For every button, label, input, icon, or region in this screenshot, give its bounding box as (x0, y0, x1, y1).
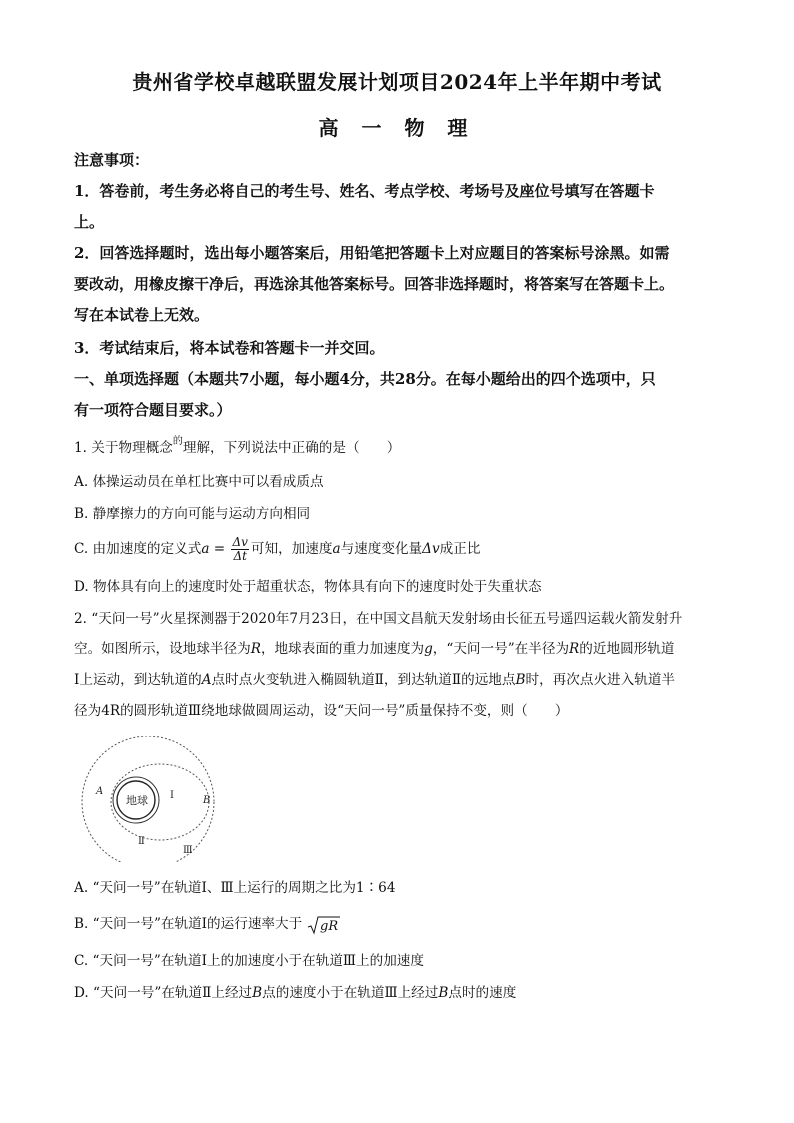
q2-d-text-b: 点的速度小于在轨道Ⅲ上经过 (262, 985, 439, 1001)
label-iii: Ⅲ (183, 845, 193, 856)
label-ii: Ⅱ (138, 836, 145, 847)
q1-c-text-a: C. 由加速度的定义式 (74, 541, 202, 557)
note-1-line-1: 1．答卷前，考生务必将自己的考生号、姓名、考点学校、考场号及座位号填写在答题卡 (74, 182, 655, 200)
q2-line-4 (74, 701, 724, 721)
q2-d-var-b1: B (252, 985, 263, 1001)
q2-line-1: 2. “天问一号”火星探测器于2020年7月23日，在中国文昌航天发射场由长征五号遥四运载火箭发射升 (74, 611, 683, 627)
q1-stem-part-a: 1. 关于物理概念 (74, 440, 173, 456)
q2-l3-b: 点时点火变轨进入椭圆轨道Ⅱ，到达轨道Ⅱ的远地点 (211, 672, 516, 688)
q2-l2-c: ，“天问一号”在半径为 (432, 641, 570, 657)
note-3: 3．考试结束后，将本试卷和答题卡一并交回。 (74, 339, 385, 357)
q2-l4-4r: 4R (101, 703, 121, 719)
q2-l3-a: Ⅰ上运动，到达轨道的 (74, 672, 202, 688)
note-2-line-1: 2．回答选择题时，选出每小题答案后，用铅笔把答题卡上对应题目的答案标号涂黑。如需 (74, 244, 670, 262)
q2-l2-d: 的近地圆形轨道 (579, 641, 675, 657)
q2-var-r2: R (569, 641, 580, 657)
sqrt-gr (307, 915, 341, 935)
q2-l3-c: 时，再次点火进入轨道半 (525, 672, 676, 688)
q1-stem-part-b: 理解，下列说法中正确的是（ ） (182, 440, 401, 456)
q1-stem-ruby: 的 (172, 436, 183, 447)
subject-title: 高 一 物 理 (318, 116, 476, 140)
q2-option-c: C. “天问一号”在轨道Ⅰ上的加速度小于在轨道Ⅲ上的加速度 (74, 953, 424, 969)
q2-l2-a: 空。如图所示，设地球半径为 (74, 641, 251, 657)
q2-line-2 (74, 639, 724, 659)
q2-var-a: A (201, 672, 212, 688)
q2-var-b: B (515, 672, 526, 688)
q1-option-d: D. 物体具有向上的速度时处于超重状态，物体具有向下的速度时处于失重状态 (74, 579, 542, 595)
notes-heading: 注意事项： (74, 151, 150, 169)
q2-d-text-c: 点时的速度 (448, 985, 517, 1001)
q2-l4-a: 径为 (74, 703, 102, 719)
q2-d-text-a: D. “天问一号”在轨道Ⅱ上经过 (74, 985, 253, 1001)
q1-c-var-a: a (201, 541, 210, 557)
q2-l2-b: ，地球表面的重力加速度为 (260, 641, 425, 657)
q1-c-fraction-num: Δv (232, 535, 248, 549)
q1-c-var-dv: Δv (422, 541, 440, 557)
q1-c-fraction (231, 536, 248, 563)
q2-option-a: A. “天问一号”在轨道Ⅰ、Ⅲ上运行的周期之比为1∶64 (74, 880, 396, 896)
q1-c-eq: = (209, 541, 230, 557)
q1-c-text-c: 与速度变化量 (340, 541, 423, 557)
label-i: Ⅰ (170, 790, 174, 801)
note-2-line-3: 写在本试卷上无效。 (74, 306, 210, 324)
q2-var-g: g (424, 641, 433, 657)
section-1-line-1: 一、单项选择题（本题共7小题，每小题4分，共28分。在每小题给出的四个选项中，只 (74, 370, 656, 388)
q1-c-text-b: 可知，加速度 (250, 541, 333, 557)
orbit-diagram (70, 736, 240, 862)
q1-stem (74, 438, 724, 458)
note-1-line-2: 上。 (74, 213, 105, 231)
q2-b-text: B. “天问一号”在轨道Ⅰ的运行速率大于 (74, 916, 303, 932)
q1-option-a: A. 体操运动员在单杠比赛中可以看成质点 (74, 474, 324, 490)
note-2-line-2: 要改动，用橡皮擦干净后，再选涂其他答案标号。回答非选择题时，将答案写在答题卡上。 (74, 275, 675, 293)
q1-c-var-a2: a (332, 541, 341, 557)
sqrt-content: gR (319, 918, 338, 934)
q2-var-r1: R (250, 641, 261, 657)
q1-c-text-d: 成正比 (439, 541, 481, 557)
q2-option-d (74, 983, 724, 1003)
section-1-line-2: 有一项符合题目要求。） (74, 401, 232, 419)
q2-d-var-b2: B (438, 985, 449, 1001)
q1-option-c (74, 534, 724, 564)
exam-title: 贵州省学校卓越联盟发展计划项目2024年上半年期中考试 (132, 70, 662, 94)
q2-line-3 (74, 670, 724, 690)
q1-option-b: B. 静摩擦力的方向可能与运动方向相同 (74, 506, 311, 522)
label-a: A (96, 786, 104, 797)
q2-l4-b: 的圆形轨道Ⅲ绕地球做圆周运动，设“天问一号”质量保持不变，则（ ） (120, 703, 569, 719)
q2-option-b (74, 912, 724, 936)
q1-c-fraction-den: Δt (233, 549, 247, 563)
earth-label: 地球 (126, 794, 148, 807)
label-b: B (203, 795, 211, 806)
